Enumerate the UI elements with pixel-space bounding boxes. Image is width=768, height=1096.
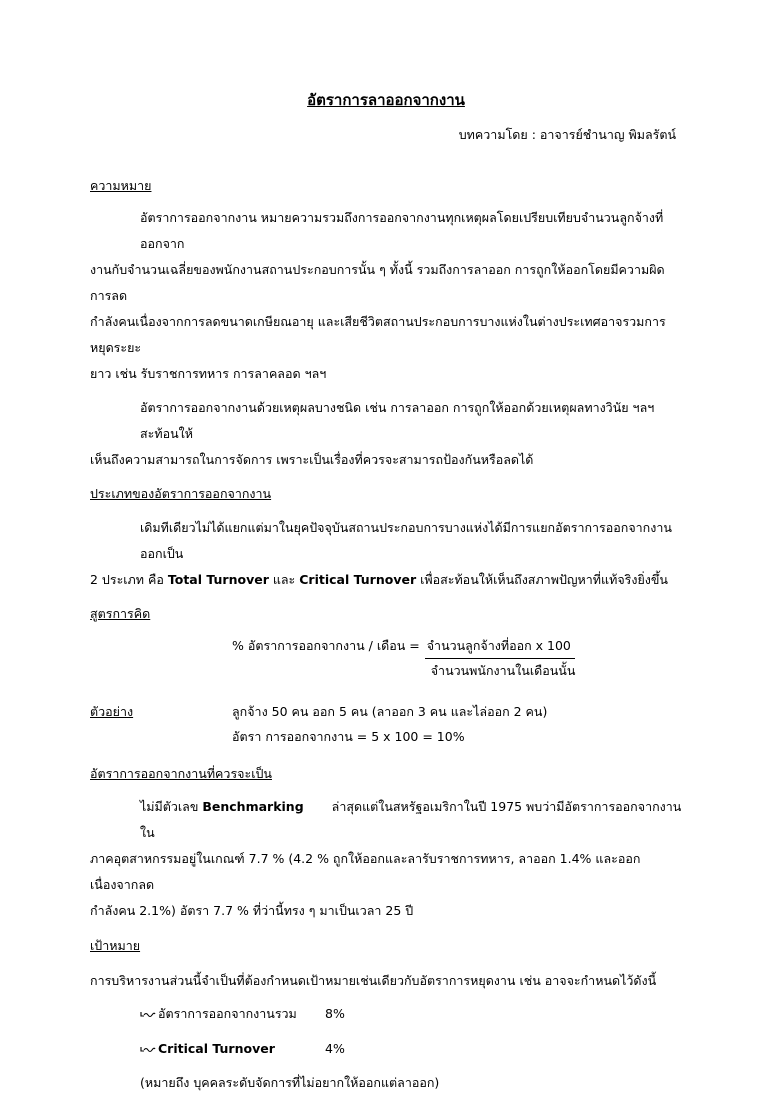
term-total-turnover: Total Turnover — [167, 572, 269, 587]
paragraph-types — [90, 515, 682, 593]
formula-numerator: จำนวนลูกจ้างที่ออก x 100 — [426, 638, 571, 653]
paragraph-line: กำลังคนเนื่องจากการลดขนาดเกษียณอายุ และเสียชีวิตสถานประกอบการบางแห่งในต่างประเทศอาจรวมการหยุดระยะ — [90, 314, 666, 355]
squiggle-arrow-icon — [140, 1044, 158, 1054]
heading-types: ประเภทของอัตราการออกจากงาน — [90, 486, 272, 501]
paragraph-line: งานกับจำนวนเฉลี่ยของพนักงานสถานประกอบการนั้น ๆ ทั้งนี้ รวมถึงการลาออก การถูกให้ออกโดยมีความผิด การลด — [90, 262, 665, 303]
formula — [232, 634, 682, 682]
page-title: อัตราการลาออกจากงาน — [307, 91, 465, 109]
paragraph-line — [90, 567, 682, 593]
heading-benchmark: อัตราการออกจากงานที่ควรจะเป็น — [90, 766, 272, 781]
text-segment: และ — [268, 572, 300, 587]
item-value: 4% — [325, 1041, 345, 1056]
item-value: 8% — [325, 1006, 345, 1021]
paragraph-target-intro: การบริหารงานส่วนนี้จำเป็นที่ต้องกำหนดเป้าหมายเช่นเดียวกับอัตราการหยุดงาน เช่น อาจจะกำหนดไว้ดังนี้ — [90, 973, 657, 988]
paragraph-line: ยาว เช่น รับราชการทหาร การลาคลอด ฯลฯ — [90, 366, 327, 381]
text-segment: เพื่อสะท้อนให้เห็นถึงสภาพปัญหาที่แท้จริงยิ่งขึ้น — [416, 572, 668, 587]
paragraph-line: ภาคอุตสาหกรรมอยู่ในเกณฑ์ 7.7 % (4.2 % ถูกให้ออกและลารับราชการทหาร, ลาออก 1.4% และออกเนื่องจากลด — [90, 851, 641, 892]
list-item — [90, 1036, 682, 1062]
heading-target: เป้าหมาย — [90, 938, 141, 953]
formula-denominator: จำนวนพนักงานในเดือนนั้น — [425, 658, 576, 682]
formula-left-side: % อัตราการออกจากงาน / เดือน = — [232, 638, 420, 653]
example-calculation: อัตรา การออกจากงาน = 5 x 100 = 10% — [232, 729, 465, 744]
text-segment: ล่าสุดแต่ในสหรัฐอเมริกาในปี 1975 พบว่ามีอัตราการออกจากงานใน — [140, 799, 682, 840]
paragraph-benchmark — [90, 794, 682, 924]
author-byline: บทความโดย : อาจารย์ชำนาญ พิมลรัตน์ — [458, 127, 676, 142]
item-label: Critical Turnover — [158, 1041, 275, 1056]
paragraph-line: เดิมทีเดียวไม่ได้แยกแต่มาในยุคปัจจุบันสถานประกอบการบางแห่งได้มีการแยกอัตราการออกจากงานออกเป็น — [140, 520, 672, 561]
formula-fraction — [425, 634, 576, 682]
example — [90, 699, 682, 749]
heading-formula: สูตรการคิด — [90, 606, 151, 621]
item-note: (หมายถึง บุคคลระดับจัดการที่ไม่อยากให้ออกแต่ลาออก) — [140, 1075, 440, 1090]
heading-example: ตัวอย่าง — [90, 704, 134, 719]
squiggle-arrow-icon — [140, 1009, 158, 1019]
paragraph-line: เห็นถึงความสามารถในการจัดการ เพราะเป็นเรื่องที่ควรจะสามารถป้องกันหรือลดได้ — [90, 452, 534, 467]
term-benchmarking: Benchmarking — [202, 799, 304, 814]
paragraph-meaning-1 — [90, 205, 682, 387]
paragraph-line: อัตราการออกจากงานด้วยเหตุผลบางชนิด เช่น การลาออก การถูกให้ออกด้วยเหตุผลทางวินัย ฯลฯ สะท้อนให้ — [140, 400, 655, 441]
heading-meaning: ความหมาย — [90, 178, 152, 193]
text-segment: 2 ประเภท คือ — [90, 572, 168, 587]
example-line: ลูกจ้าง 50 คน ออก 5 คน (ลาออก 3 คน และไล่ออก 2 คน) — [232, 704, 548, 719]
item-label: อัตราการออกจากงานรวม — [158, 1006, 297, 1021]
paragraph-line: กำลังคน 2.1%) อัตรา 7.7 % ที่ว่านี้ทรง ๆ มาเป็นเวลา 25 ปี — [90, 903, 414, 918]
paragraph-meaning-2 — [90, 395, 682, 473]
paragraph-line: อัตราการออกจากงาน หมายความรวมถึงการออกจากงานทุกเหตุผลโดยเปรียบเทียบจำนวนลูกจ้างที่ออกจาก — [140, 210, 664, 251]
paragraph-line — [90, 794, 682, 846]
example-lines — [232, 699, 547, 749]
document-body — [90, 0, 682, 1096]
term-critical-turnover: Critical Turnover — [299, 572, 417, 587]
list-item — [90, 1001, 682, 1027]
text-segment: ไม่มีตัวเลข — [140, 799, 203, 814]
